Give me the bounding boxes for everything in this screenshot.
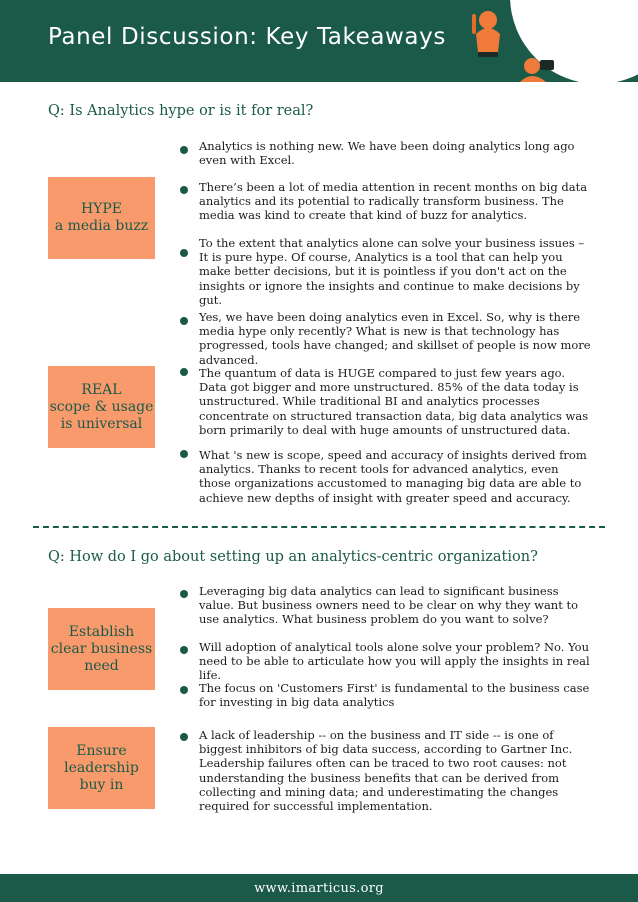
real-box-label: REAL scope & usage is universal: [49, 381, 154, 432]
bullet-text: A lack of leadership -- on the business and IT side -- is one of biggest inhibitors of big data success, according to Gartner Inc. Leadership failures often can be traced to two root causes: not understanding the business benefits that can be derived from collecting and mining data; and underestimating the changes required for successful implementation.: [199, 728, 573, 814]
header-banner: [0, 0, 638, 82]
real-box: [48, 366, 155, 448]
leadership-box: [48, 727, 155, 809]
bullet-text: Analytics is nothing new. We have been doing analytics long ago even with Excel.: [199, 139, 575, 168]
footer-bar: [0, 874, 638, 902]
hype-box: [48, 177, 155, 259]
page-title: Panel Discussion: Key Takeaways: [48, 24, 446, 50]
people-illustration-icon: [460, 0, 638, 82]
leadership-box-label: Ensure leadership buy in: [64, 742, 139, 793]
bullet-text: To the extent that analytics alone can solve your business issues – It is pure hype. Of course, Analytics is a tool that can help you make better decisions, but it is pointless if you don't act on the insights or ignore the insights and continue to make decisions by gut.: [199, 236, 585, 307]
bullet-text: The quantum of data is HUGE compared to just few years ago. Data got bigger and more unstructured. 85% of the data today is unstructured. While traditional BI and analytics processes concentrate on structured transaction data, big data analytics was born primarily to deal with huge amounts of unstructured data.: [199, 366, 589, 437]
bullet-dot-icon: [180, 733, 188, 741]
bullet-text: The focus on 'Customers First' is fundamental to the business case for investing in big data analytics: [199, 681, 590, 710]
bullet-text: There’s been a lot of media attention in recent months on big data analytics and its potential to radically transform business. The media was kind to create that kind of buzz for analytics.: [199, 180, 588, 223]
section-divider: [33, 526, 605, 528]
bullet-text: What 's new is scope, speed and accuracy of insights derived from analytics. Thanks to recent tools for advanced analytics, even those organizations accustomed to managing big data are able to achieve new depths of insight with greater speed and accuracy.: [199, 448, 587, 505]
bullet-dot-icon: [180, 249, 188, 257]
bullet-dot-icon: [180, 317, 188, 325]
question-analytics-organization: Q: How do I go about setting up an analytics-centric organization?: [48, 549, 538, 565]
hype-box-label: HYPE a media buzz: [54, 201, 149, 234]
establish-need-box: [48, 608, 155, 690]
bullet-dot-icon: [180, 368, 188, 376]
bullet-dot-icon: [180, 590, 188, 598]
question-analytics-hype: Q: Is Analytics hype or is it for real?: [48, 103, 314, 119]
bullet-text: Leveraging big data analytics can lead to significant business value. But business owners need to be clear on why they want to use analytics. What business problem do you want to solve?: [199, 584, 579, 627]
bullet-dot-icon: [180, 686, 188, 694]
establish-need-box-label: Establish clear business need: [50, 623, 153, 674]
bullet-dot-icon: [180, 646, 188, 654]
bullet-dot-icon: [180, 450, 188, 458]
bullet-dot-icon: [180, 186, 188, 194]
bullet-text: Yes, we have been doing analytics even in Excel. So, why is there media hype only recently? What is new is that technology has progressed, tools have changed; and skillset of people is now more advanced.: [199, 310, 591, 367]
bullet-dot-icon: [180, 146, 188, 154]
footer-url-link[interactable]: www.imarticus.org: [254, 880, 384, 896]
bullet-text: Will adoption of analytical tools alone solve your problem? No. You need to be able to articulate how you will apply the insights in real life.: [199, 640, 590, 683]
